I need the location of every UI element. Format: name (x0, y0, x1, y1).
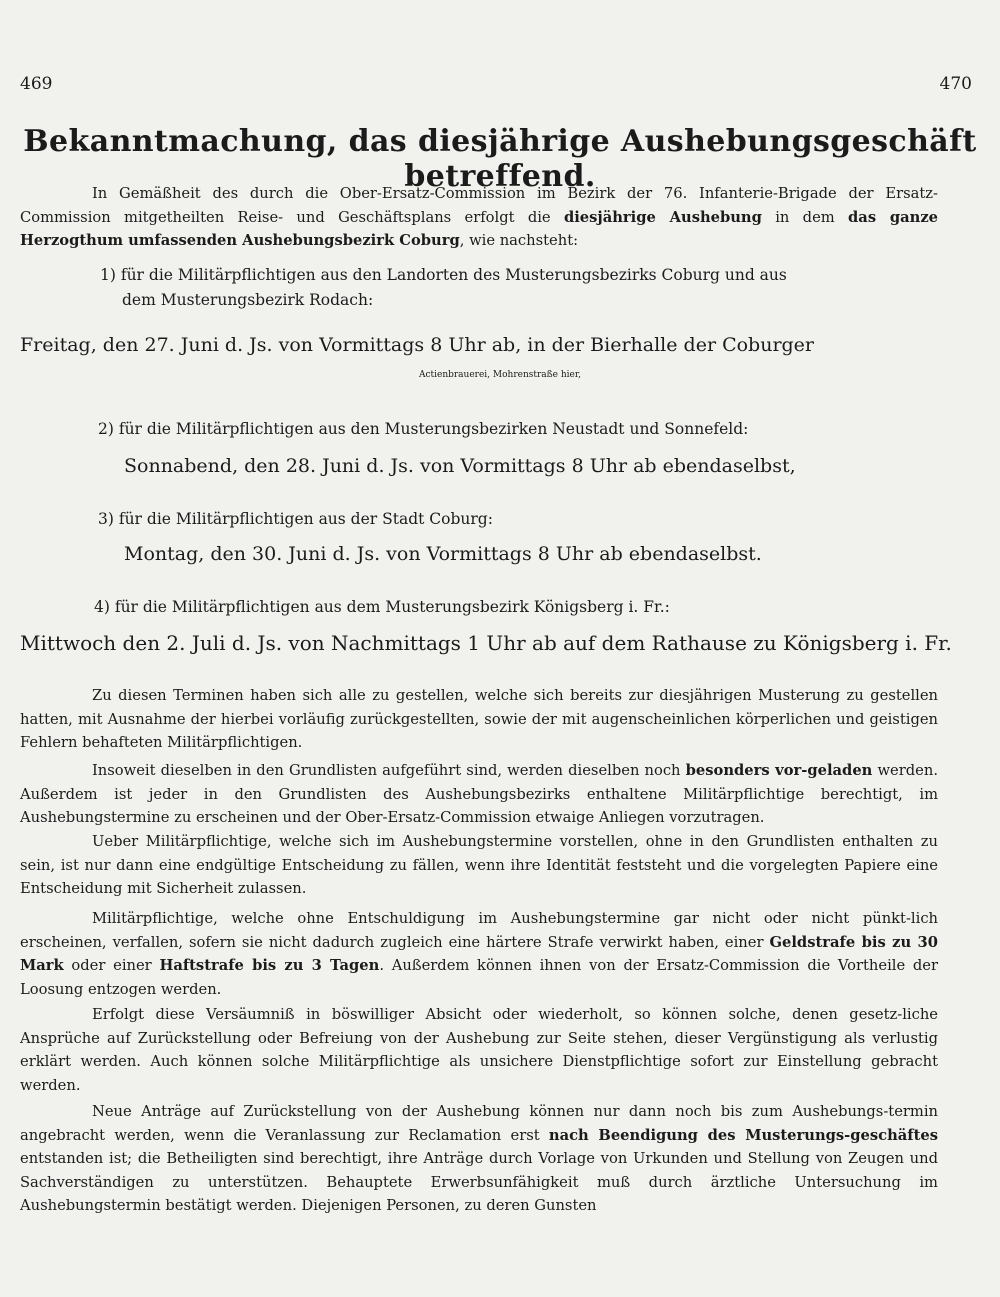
intro-text-1: In Gemäßheit des durch die Ober-Ersatz-Commission im Bezirk der 76. Infanterie-Brigade der Ersatz-Commission mitgetheilten Reise- und Geschäftsplans erfolgt die (20, 185, 938, 226)
intro-bold-2: das ganze Herzogthum umfassenden Aushebungsbezirk Coburg (20, 208, 939, 249)
paragraph-2-bold: besonders vor-geladen (685, 762, 873, 779)
paragraph-4-text-3: . Außerdem können ihnen von der Ersatz-Commission die Vortheile der Loosung entzogen werden. (20, 957, 939, 998)
intro-bold-1: diesjährige Aushebung (563, 208, 762, 226)
item-1-location: Actienbrauerei, Mohrenstraße hier, (418, 370, 582, 380)
paragraph-6-bold: nach Beendigung des Musterungs-geschäftes (548, 1126, 938, 1144)
paragraph-6-text-2: entstanden ist; die Betheiligten sind berechtigt, ihre Anträge durch Vorlage von Urkunden und Stellung von Zeugen und Sachverständigen zu unterstützen. Behauptete Erwerbsunfähigkeit muß durch ärztliche Untersuchung im Aushebungstermin bestätigt werden. Diejenigen Personen, zu deren Gunsten (20, 1150, 938, 1214)
paragraph-5: Erfolgt diese Versäumniß in böswilliger Absicht oder wiederholt, so können solche, denen gesetz-liche Ansprüche auf Zurückstellung oder Befreiung von der Aushebung zur Seite stehen, dieser Vergünstigung als verlustig erklärt werden. Auch können solche Militärpflichtige als unsichere Dienstpflichtige sofort zur Einstellung gebracht werden. (20, 1006, 938, 1094)
item-4-date: Mittwoch den 2. Juli d. Js. von Nachmittags 1 Uhr ab auf dem Rathause zu Königsberg i. Fr. (20, 631, 952, 655)
page-number-right: 470 (939, 74, 972, 94)
paragraph-6 (20, 1100, 938, 1218)
paragraph-4-text-1: Militärpflichtige, welche ohne Entschuldigung im Aushebungstermine gar nicht oder nicht pünkt-lich erscheinen, verfallen, sofern sie nicht dadurch zugleich eine härtere Strafe verwirkt haben, einer (20, 910, 938, 951)
item-2-line: 2) für die Militärpflichtigen aus den Musterungsbezirken Neustadt und Sonnefeld: (98, 420, 749, 438)
item-2-date: Sonnabend, den 28. Juni d. Js. von Vormittags 8 Uhr ab ebendaselbst, (124, 455, 796, 477)
paragraph-2-text-2: werden. Außerdem ist jeder in den Grundlisten des Aushebungsbezirks enthaltene Militärpflichtige berechtigt, im Aushebungstermine zu erscheinen und der Ober-Ersatz-Commission etwaige Anliegen vorzutragen. (20, 762, 938, 826)
intro-text-2: in dem (761, 208, 849, 226)
item-3-date: Montag, den 30. Juni d. Js. von Vormittags 8 Uhr ab ebendaselbst. (124, 543, 762, 565)
paragraph-4 (20, 907, 938, 1001)
page-title: Bekanntmachung, das diesjährige Aushebungsgeschäft betreffend. (23, 124, 977, 194)
paragraph-1: Zu diesen Terminen haben sich alle zu gestellen, welche sich bereits zur diesjährigen Musterung zu gestellen hatten, mit Ausnahme der hierbei vorläufig zurückgestellten, sowie der mit augenscheinlichen körperlichen und geistigen Fehlern behafteten Militärpflichtigen. (20, 687, 938, 751)
item-3-line: 3) für die Militärpflichtigen aus der Stadt Coburg: (98, 510, 493, 528)
item-1-line-2: dem Musterungsbezirk Rodach: (122, 291, 374, 309)
item-1-date: Freitag, den 27. Juni d. Js. von Vormittags 8 Uhr ab, in der Bierhalle der Coburger (20, 334, 815, 356)
paragraph-2 (20, 759, 938, 830)
page-number-left: 469 (20, 74, 53, 94)
intro-paragraph (20, 182, 938, 253)
item-1-line-1: 1) für die Militärpflichtigen aus den Landorten des Musterungsbezirks Coburg und aus (100, 266, 787, 284)
item-4-line: 4) für die Militärpflichtigen aus dem Musterungsbezirk Königsberg i. Fr.: (94, 598, 670, 616)
paragraph-6-text-1: Neue Anträge auf Zurückstellung von der Aushebung können nur dann noch bis zum Aushebungs-termin angebracht werden, wenn die Veranlassung zur Reclamation erst (20, 1103, 938, 1144)
paragraph-3: Ueber Militärpflichtige, welche sich im Aushebungstermine vorstellen, ohne in den Grundlisten enthalten zu sein, ist nur dann eine endgültige Entscheidung zu fällen, wenn ihre Identität feststeht und die vorgelegten Papiere eine Entscheidung mit Sicherheit zulassen. (20, 833, 938, 897)
paragraph-2-text-1: Insoweit dieselben in den Grundlisten aufgeführt sind, werden dieselben noch (92, 762, 686, 779)
paragraph-4-bold-2: Haftstrafe bis zu 3 Tagen (159, 957, 380, 974)
paragraph-4-bold-1: Geldstrafe bis zu 30 Mark (20, 933, 938, 974)
paragraph-4-text-2: oder einer (63, 957, 160, 974)
intro-text-3: , wie nachsteht: (459, 232, 579, 249)
